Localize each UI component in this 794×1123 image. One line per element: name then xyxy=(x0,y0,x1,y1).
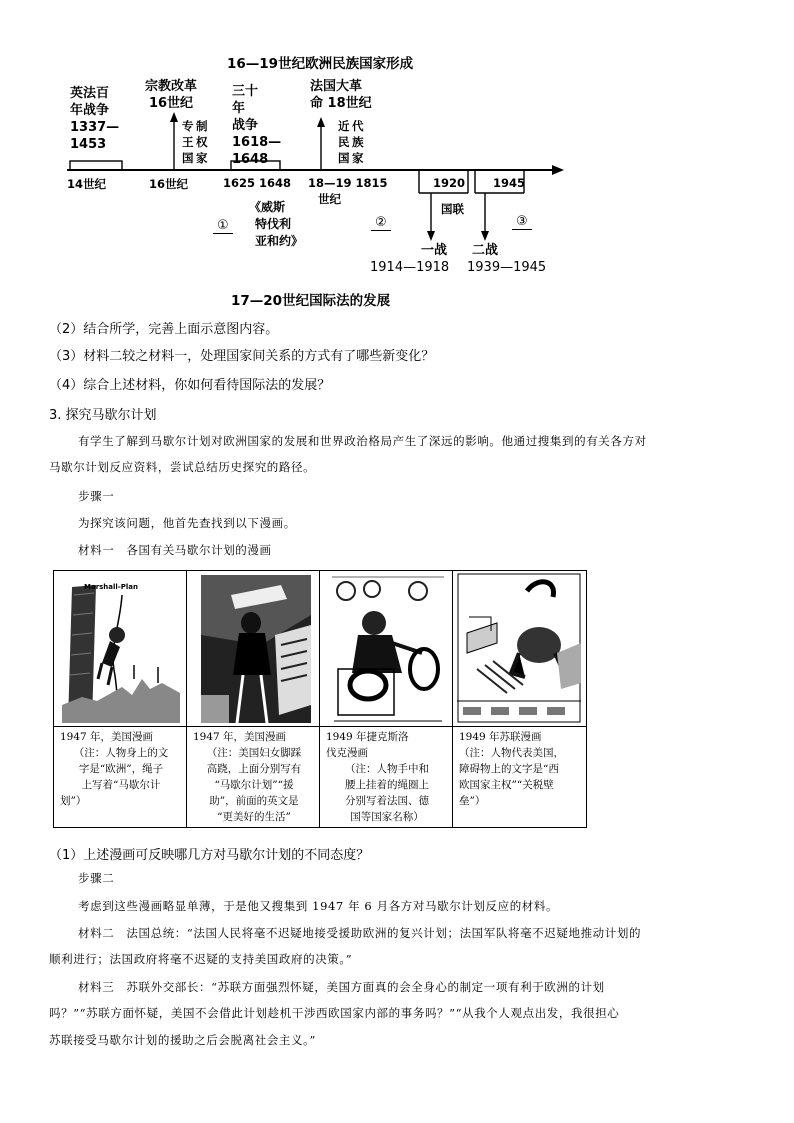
axis-label-16c: 16世纪 xyxy=(149,177,189,191)
cartoon-image-3 xyxy=(332,573,444,723)
blank-2: ② xyxy=(371,215,391,231)
material-3-line-1: 材料三 苏联外交部长：“苏联方面强烈怀疑，美国方面真的会全身心的制定一项有利于欧洲的计划 xyxy=(78,980,605,994)
cartoon-caption-1: 1947 年，美国漫画 （注：人物身上的文 字是“欧洲”，绳子 上写着“马歇尔计 划”） xyxy=(60,731,169,807)
question-4: （4）综合上述材料，你如何看待国际法的发展？ xyxy=(49,378,331,393)
question-2: （2）结合所学，完善上面示意图内容。 xyxy=(49,322,279,337)
cartoon-image-1 xyxy=(62,575,180,723)
step-2-title: 步骤二 xyxy=(78,871,115,885)
cartoon-1-label: Marshall-Plan xyxy=(84,583,138,591)
axis-arrowhead xyxy=(552,165,564,175)
cartoon-caption-2: 1947 年，美国漫画 （注：美国妇女脚踩 高跷，上面分别写有 “马歇尔计划”“援 助”，前面的英文是 “更美好的生活” xyxy=(193,731,302,823)
axis-label-1920: 1920 xyxy=(433,176,466,190)
timeline-bottom-title: 17—20世纪国际法的发展 xyxy=(231,293,391,309)
cartoon-table xyxy=(53,570,587,828)
axis-label-18-19: 18—19 1815 xyxy=(308,176,388,190)
event-hundred-years-war: 英法百 年战争 1337— 1453 xyxy=(70,86,120,152)
material-3-line-3: 苏联接受马歇尔计划的援助之后会脱离社会主义。” xyxy=(49,1033,316,1047)
ww2-label: 二战 xyxy=(472,243,499,258)
event-thirty-years-war: 三十 年 战争 1618— 1648 xyxy=(232,84,282,167)
axis-label-18-19-b: 世纪 xyxy=(318,192,341,206)
timeline-title: 16—19世纪欧洲民族国家形成 xyxy=(227,56,414,72)
ww2-years: 1939—1945 xyxy=(467,260,547,275)
westphalia-label: 《威斯 特伐利 亚和约》 xyxy=(249,200,304,248)
cartoon-cell-2 xyxy=(187,571,320,827)
cartoon-cell-1 xyxy=(54,571,187,827)
axis-label-14c: 14世纪 xyxy=(67,177,107,191)
cartoon-caption-4: 1949 年苏联漫画 （注：人物代表美国， 障碍物上的文字是“西 欧国家主权”“关税壁 垒”） xyxy=(459,731,564,807)
event-french-revolution: 法国大革 命 18世纪 xyxy=(310,79,372,111)
step-1-title: 步骤一 xyxy=(78,489,115,503)
event-reformation: 宗教改革 16世纪 xyxy=(145,79,198,111)
cartoon-cell-3 xyxy=(320,571,453,827)
ww1-years: 1914—1918 xyxy=(370,260,450,275)
material-2-line-2: 顺利进行；法国政府将毫不迟疑的支持美国政府的决策。” xyxy=(49,952,353,966)
cartoon-cell-4 xyxy=(453,571,586,827)
cartoon-caption-3: 1949 年捷克斯洛 伐克漫画 （注：人物手中和 腰上挂着的绳圈上 分别写着法国、德 国等国家名称） xyxy=(326,731,429,823)
material-3-line-2: 吗？”“苏联方面怀疑，美国不会借此计划趁机干涉西欧国家内部的事务吗？”“从我个人观点出发，我很担心 xyxy=(49,1006,620,1020)
step-1-text: 为探究该问题，他首先查找到以下漫画。 xyxy=(78,516,296,530)
intro-line-2: 马歇尔计划反应资料，尝试总结历史探究的路径。 xyxy=(49,460,316,474)
ww1-label: 一战 xyxy=(421,243,448,258)
question-3: （3）材料二较之材料一，处理国家间关系的方式有了哪些新变化？ xyxy=(49,349,435,364)
bracket-hundred-years xyxy=(70,161,122,170)
blank-1: ① xyxy=(213,218,233,234)
material-2-line-1: 材料二 法国总统：“法国人民将毫不迟疑地接受援助欧洲的复兴计划；法国军队将毫不迟疑地推动计划的 xyxy=(78,926,642,940)
question-1-cartoons: （1）上述漫画可反映哪几方对马歇尔计划的不同态度？ xyxy=(49,848,370,863)
cartoon-image-2 xyxy=(201,575,311,723)
league-label: 国联 xyxy=(441,202,464,216)
step-2-text: 考虑到这些漫画略显单薄，于是他又搜集到 1947 年 6 月各方对马歇尔计划反应的材料。 xyxy=(78,899,559,913)
cartoon-image-4 xyxy=(457,573,581,723)
intro-line-1: 有学生了解到马歇尔计划对欧洲国家的发展和世界政治格局产生了深远的影响。他通过搜集到的有关各方对 xyxy=(78,434,647,448)
blank-3: ③ xyxy=(512,214,532,230)
section-3-title: 3. 探究马歇尔计划 xyxy=(49,408,157,423)
material-1-title: 材料一 各国有关马歇尔计划的漫画 xyxy=(78,543,272,557)
axis-label-1625: 1625 1648 xyxy=(223,176,292,190)
axis-label-1945: 1945 xyxy=(493,176,526,190)
